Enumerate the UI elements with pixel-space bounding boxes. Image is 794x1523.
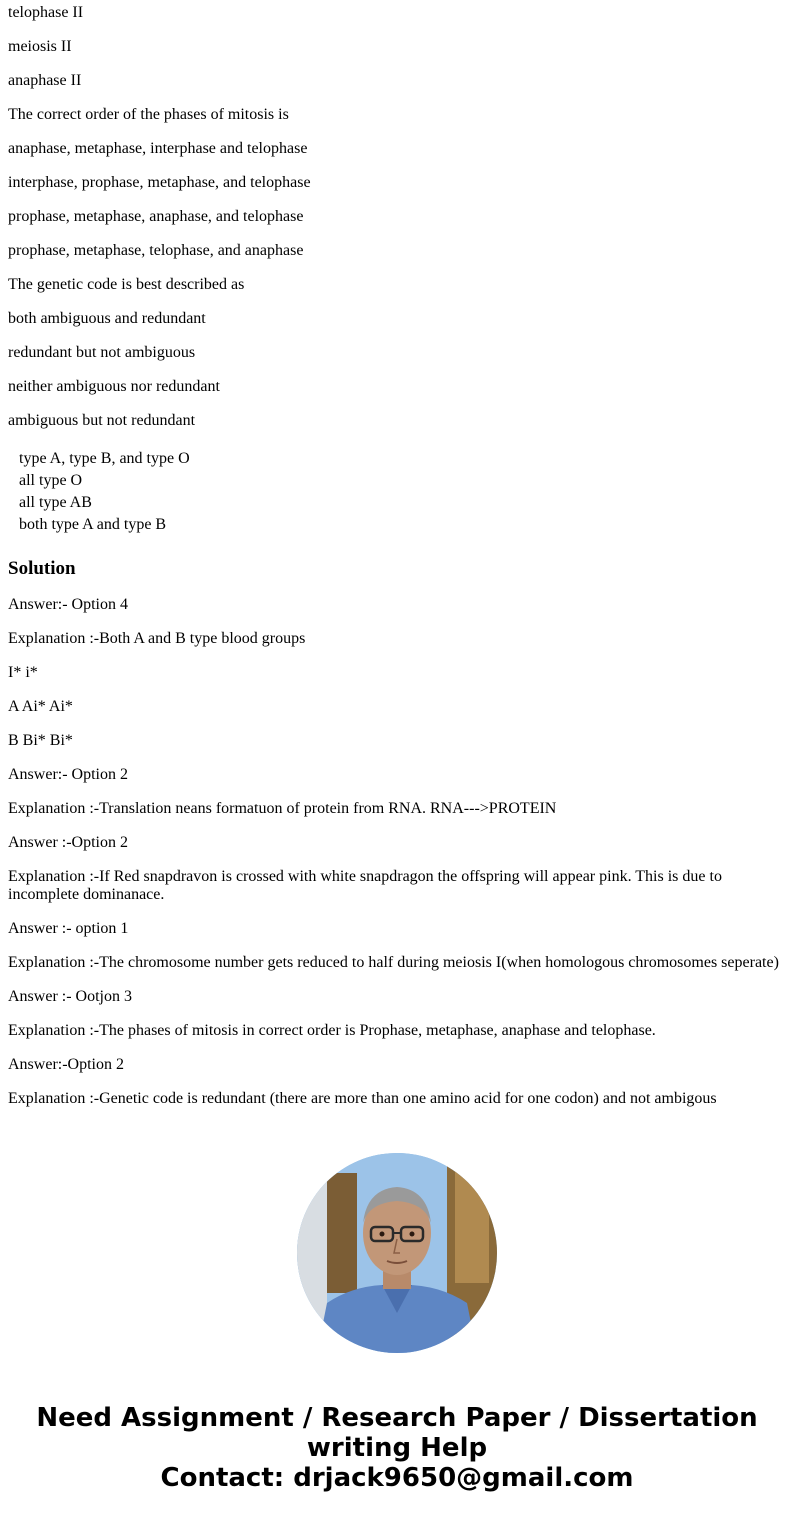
solution-paragraph: Explanation :-Genetic code is redundant (there are more than one amino acid for one codon) and not ambigous [8, 1090, 717, 1107]
solution-paragraph: Answer :-Option 2 [8, 834, 128, 851]
solution-paragraph: Answer:- Option 4 [8, 596, 128, 613]
option-item: all type AB [19, 494, 92, 511]
question-line: anaphase, metaphase, interphase and telophase [8, 140, 308, 157]
solution-paragraph: I* i* [8, 664, 38, 681]
avatar-photo-illustration [297, 1153, 497, 1353]
question-line: interphase, prophase, metaphase, and telophase [8, 174, 311, 191]
solution-paragraph: Answer :- Ootjon 3 [8, 988, 132, 1005]
question-line: meiosis II [8, 38, 72, 55]
promo-banner [0, 1403, 794, 1493]
promo-contact[interactable]: Contact: drjack9650@gmail.com [160, 1463, 634, 1493]
solution-paragraph: B Bi* Bi* [8, 732, 73, 749]
question-line: prophase, metaphase, telophase, and anaphase [8, 242, 304, 259]
solution-paragraph: Answer:-Option 2 [8, 1056, 124, 1073]
solution-list [8, 596, 786, 1108]
solution-paragraph: Explanation :-Translation neans formatuon of protein from RNA. RNA--->PROTEIN [8, 800, 557, 817]
question-line: both ambiguous and redundant [8, 310, 206, 327]
option-item: both type A and type B [19, 516, 167, 533]
question-line: The genetic code is best described as [8, 276, 245, 293]
question-list [8, 0, 786, 430]
question-line: neither ambiguous nor redundant [8, 378, 220, 395]
question-line: prophase, metaphase, anaphase, and telophase [8, 208, 304, 225]
question-line: telophase II [8, 4, 84, 21]
solution-paragraph: Answer :- option 1 [8, 920, 129, 937]
solution-paragraph: Explanation :-The chromosome number gets reduced to half during meiosis I(when homologous chromosomes seperate) [8, 954, 779, 971]
question-line: anaphase II [8, 72, 82, 89]
option-item: type A, type B, and type O [19, 450, 190, 467]
solution-paragraph: A Ai* Ai* [8, 698, 73, 715]
blood-type-options [8, 448, 786, 536]
option-item: all type O [19, 472, 83, 489]
promo-line: Need Assignment / Research Paper / Dissertation [36, 1403, 758, 1433]
solution-paragraph: Answer:- Option 2 [8, 766, 128, 783]
author-avatar [297, 1153, 497, 1353]
question-line: ambiguous but not redundant [8, 412, 196, 429]
solution-paragraph: Explanation :-If Red snapdravon is crossed with white snapdragon the offspring will appear pink. This is due to incomplete dominanace. [8, 868, 722, 903]
promo-line: writing Help [306, 1433, 488, 1463]
question-line: The correct order of the phases of mitosis is [8, 106, 289, 123]
question-line: redundant but not ambiguous [8, 344, 196, 361]
solution-paragraph: Explanation :-Both A and B type blood groups [8, 630, 306, 647]
solution-paragraph: Explanation :-The phases of mitosis in correct order is Prophase, metaphase, anaphase and telophase. [8, 1022, 656, 1039]
solution-heading: Solution [8, 558, 76, 579]
